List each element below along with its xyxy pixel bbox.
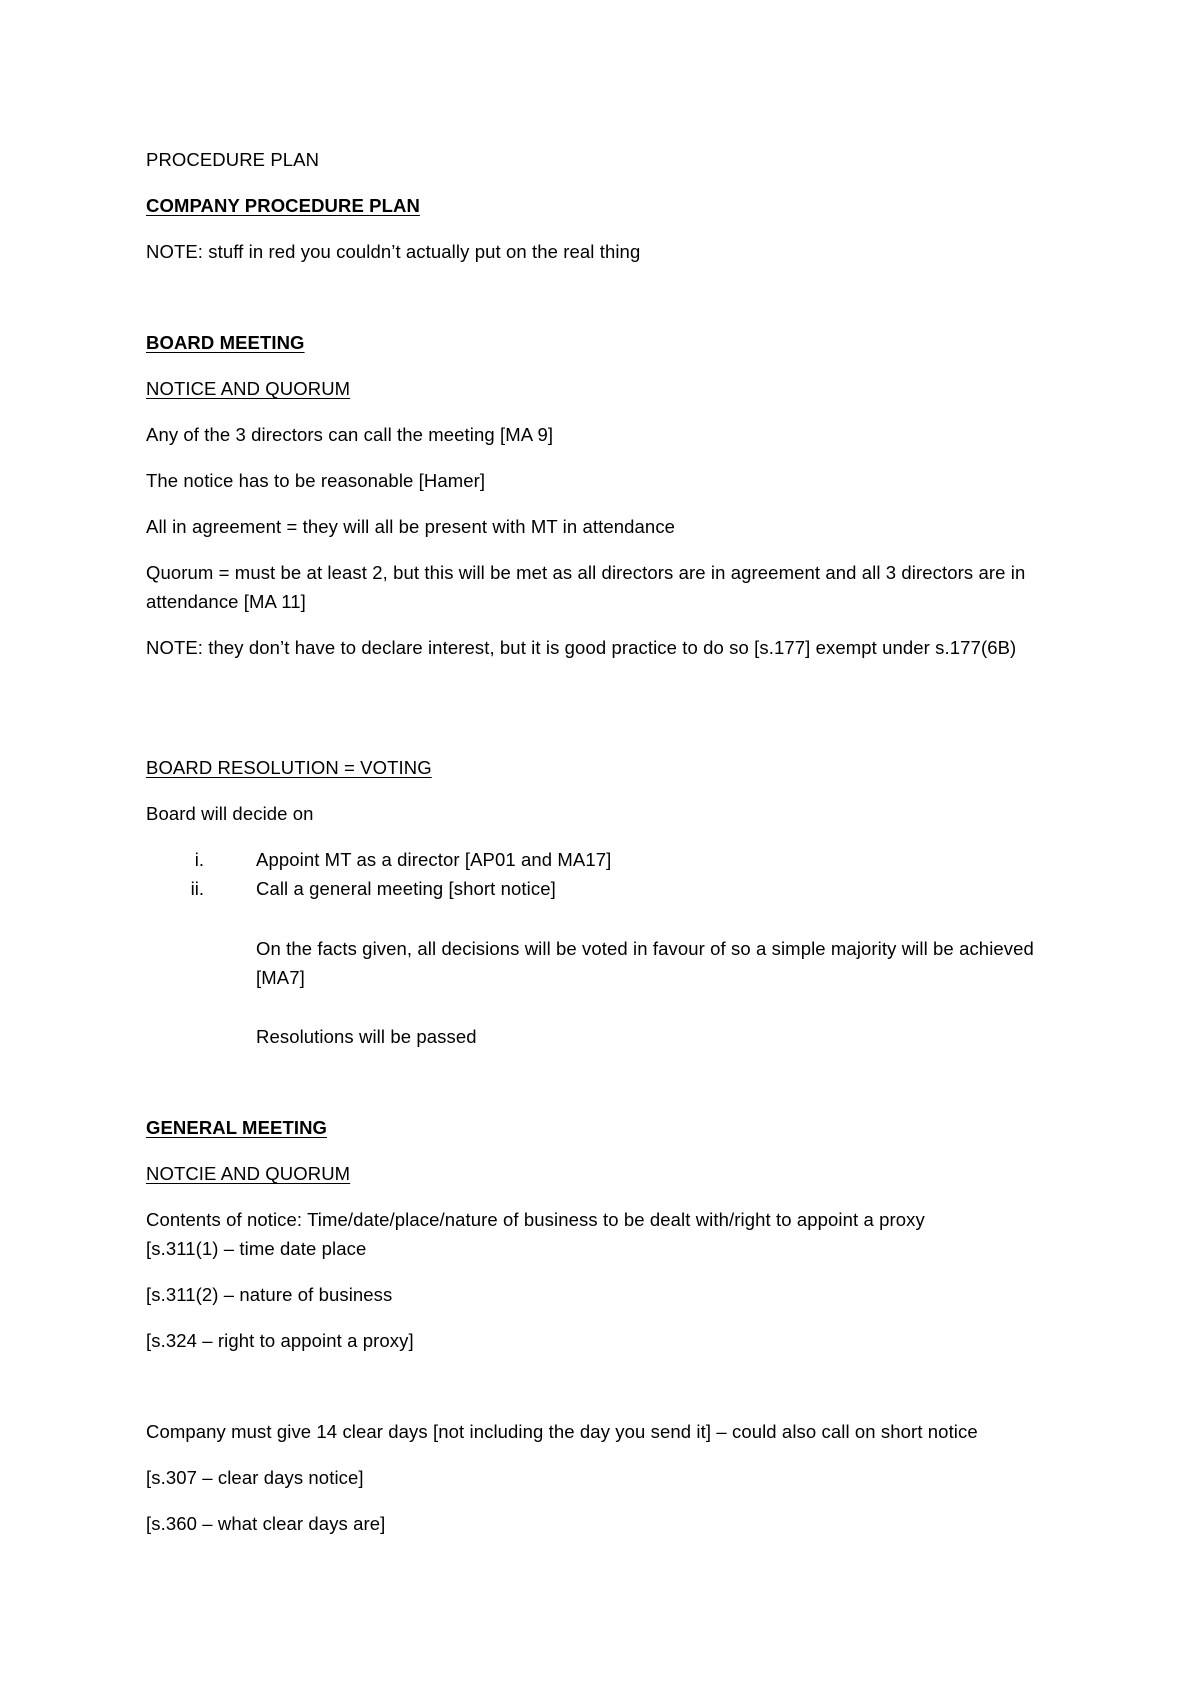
general-notice-heading: NOTCIE AND QUORUM <box>146 1163 351 1184</box>
document-title: PROCEDURE PLAN <box>146 149 320 170</box>
board-meeting-heading: BOARD MEETING <box>146 332 305 353</box>
list-item-number: i. <box>194 849 204 870</box>
general-ref-311-1: [s.311(1) – time date place <box>146 1238 367 1259</box>
note-intro: NOTE: stuff in red you couldn’t actually put on the real thing <box>146 241 641 262</box>
board-line-notice: The notice has to be reasonable [Hamer] <box>146 470 486 491</box>
general-ref-360: [s.360 – what clear days are] <box>146 1513 386 1534</box>
board-resolution-heading: BOARD RESOLUTION = VOTING <box>146 757 432 778</box>
board-line-call: Any of the 3 directors can call the meeting [MA 9] <box>146 424 554 445</box>
board-notice-heading: NOTICE AND QUORUM <box>146 378 351 399</box>
board-line-quorum: Quorum = must be at least 2, but this will be met as all directors are in agreement and all 3 directors are in attendance [MA 11] <box>146 562 1026 612</box>
board-line-agreement: All in agreement = they will all be present with MT in attendance <box>146 516 676 537</box>
list-item-number: ii. <box>190 878 204 899</box>
general-clear-days: Company must give 14 clear days [not including the day you send it] – could also call on short notice <box>146 1421 978 1442</box>
board-line-interest-note: NOTE: they don’t have to declare interest, but it is good practice to do so [s.177] exempt under s.177(6B) <box>146 637 1017 658</box>
general-ref-311-2: [s.311(2) – nature of business <box>146 1284 393 1305</box>
general-meeting-heading: GENERAL MEETING <box>146 1117 328 1138</box>
general-ref-324: [s.324 – right to appoint a proxy] <box>146 1330 414 1351</box>
general-ref-307: [s.307 – clear days notice] <box>146 1467 364 1488</box>
board-resolution-facts: On the facts given, all decisions will be voted in favour of so a simple majority will be achieved [MA7] <box>256 938 1034 988</box>
board-resolution-passed: Resolutions will be passed <box>256 1026 477 1047</box>
general-notice-contents: Contents of notice: Time/date/place/nature of business to be dealt with/right to appoint a proxy <box>146 1209 925 1230</box>
list-item: Appoint MT as a director [AP01 and MA17] <box>256 849 612 870</box>
list-item: Call a general meeting [short notice] <box>256 878 556 899</box>
company-procedure-heading: COMPANY PROCEDURE PLAN <box>146 195 420 216</box>
board-resolution-intro: Board will decide on <box>146 803 314 824</box>
